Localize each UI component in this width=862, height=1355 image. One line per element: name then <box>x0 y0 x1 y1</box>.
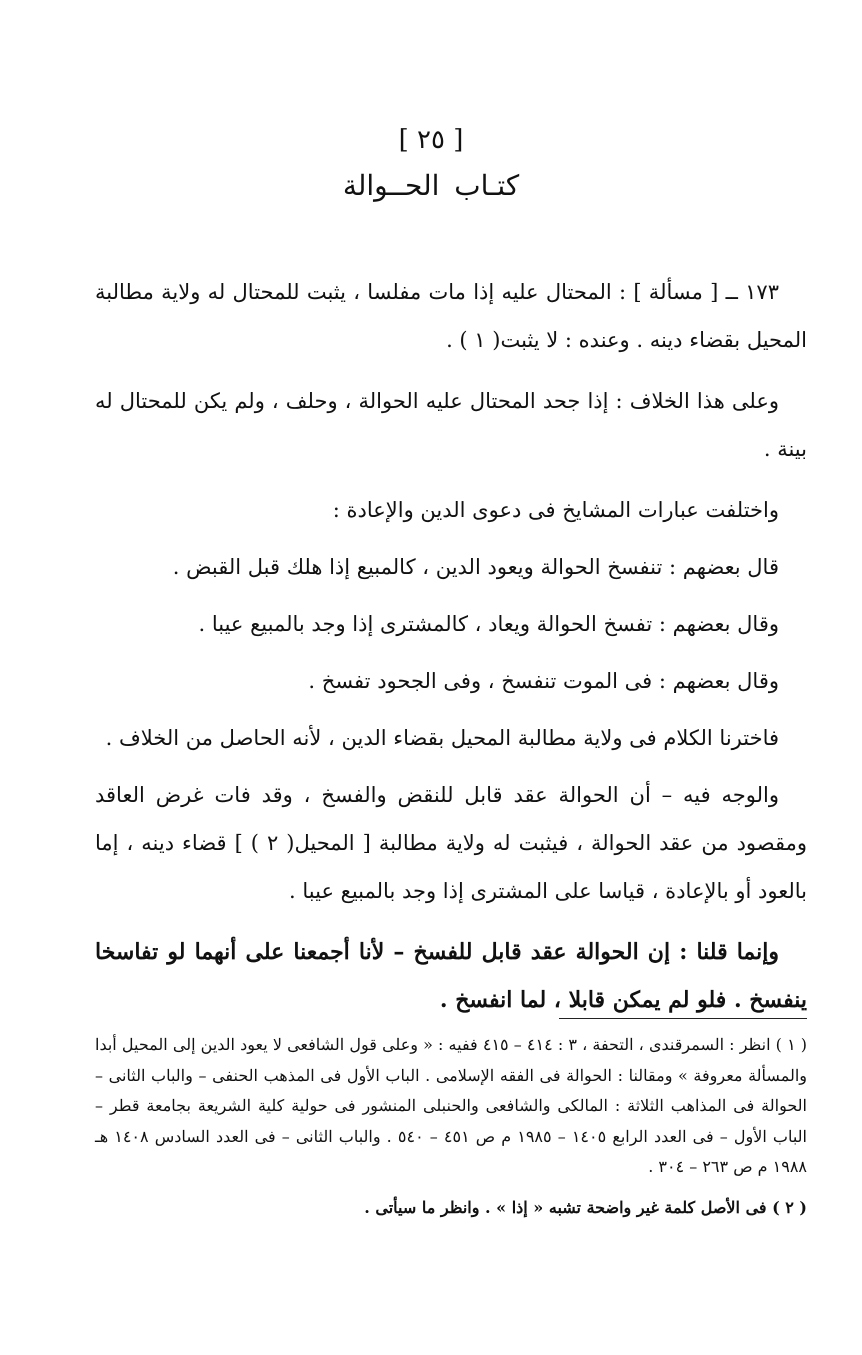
paragraph-issue-173: ١٧٣ ــ [ مسألة ] : المحتال عليه إذا مات مفلسا ، يثبت للمحتال له ولاية مطالبة المحيل بقضاء دينه . وعنده : لا يثبت( ١ ) . <box>95 280 807 352</box>
paragraph-scholars-views: واختلفت عبارات المشايخ فى دعوى الدين والإعادة : <box>332 498 779 522</box>
footnotes <box>95 1030 807 1233</box>
paragraph-view-3: وقال بعضهم : فى الموت تنفسخ ، وفى الجحود تفسخ . <box>308 669 779 693</box>
paragraph-choice: فاخترنا الكلام فى ولاية مطالبة المحيل بقضاء الدين ، لأنه الحاصل من الخلاف . <box>105 726 779 750</box>
footnote-separator <box>559 1018 807 1019</box>
chapter-heading <box>0 125 862 202</box>
paragraph-argument: وإنما قلنا : إن الحوالة عقد قابل للفسخ – لأنا أجمعنا على أنهما لو تفاسخا ينفسخ . فلو لم يمكن قابلا ، لما انفسخ . <box>95 939 807 1013</box>
chapter-number: [ ٢٥ ] <box>398 125 464 155</box>
footnote-1: ( ١ ) انظر : السمرقندى ، التحفة ، ٣ : ٤١٤ – ٤١٥ ففيه : « وعلى قول الشافعى لا يعود الدين إلى المحيل أبدا والمسألة معروفة » ومقالنا : الحوالة فى الفقه الإسلامى . الباب الأول فى المذهب الحنفى – والباب الثانى – الحوالة فى المذاهب الثلاثة : المالكى والشافعى والحنبلى المنشور فى حولية كلية الشريعة بجامعة قطر – الباب الأول – فى العدد الرابع ١٤٠٥ – ١٩٨٥ م ص ٤٥١ – ٥٤٠ . والباب الثانى – فى العدد السادس ١٤٠٨ هـ ١٩٨٨ م ص ٢٦٣ – ٣٠٤ . <box>95 1035 808 1176</box>
main-text <box>95 268 807 1037</box>
footnote-2: ( ٢ ) فى الأصل كلمة غير واضحة تشبه « إذا » . وانظر ما سيأتى . <box>364 1197 807 1217</box>
paragraph-view-1: قال بعضهم : تنفسخ الحوالة ويعود الدين ، كالمبيع إذا هلك قبل القبض . <box>172 555 779 579</box>
paragraph-dispute: وعلى هذا الخلاف : إذا جحد المحتال عليه الحوالة ، وحلف ، ولم يكن للمحتال له بينة . <box>95 389 807 461</box>
chapter-title: كتـاب الحــوالة <box>342 169 520 202</box>
paragraph-reasoning: والوجه فيه – أن الحوالة عقد قابل للنقض والفسخ ، وقد فات غرض العاقد ومقصود من عقد الحوالة ، فيثبت له ولاية مطالبة [ المحيل( ٢ ) ] قضاء دينه ، إما بالعود أو بالإعادة ، قياسا على المشترى إذا وجد بالمبيع عيبا . <box>95 783 807 903</box>
paragraph-view-2: وقال بعضهم : تفسخ الحوالة ويعاد ، كالمشترى إذا وجد بالمبيع عيبا . <box>198 612 779 636</box>
